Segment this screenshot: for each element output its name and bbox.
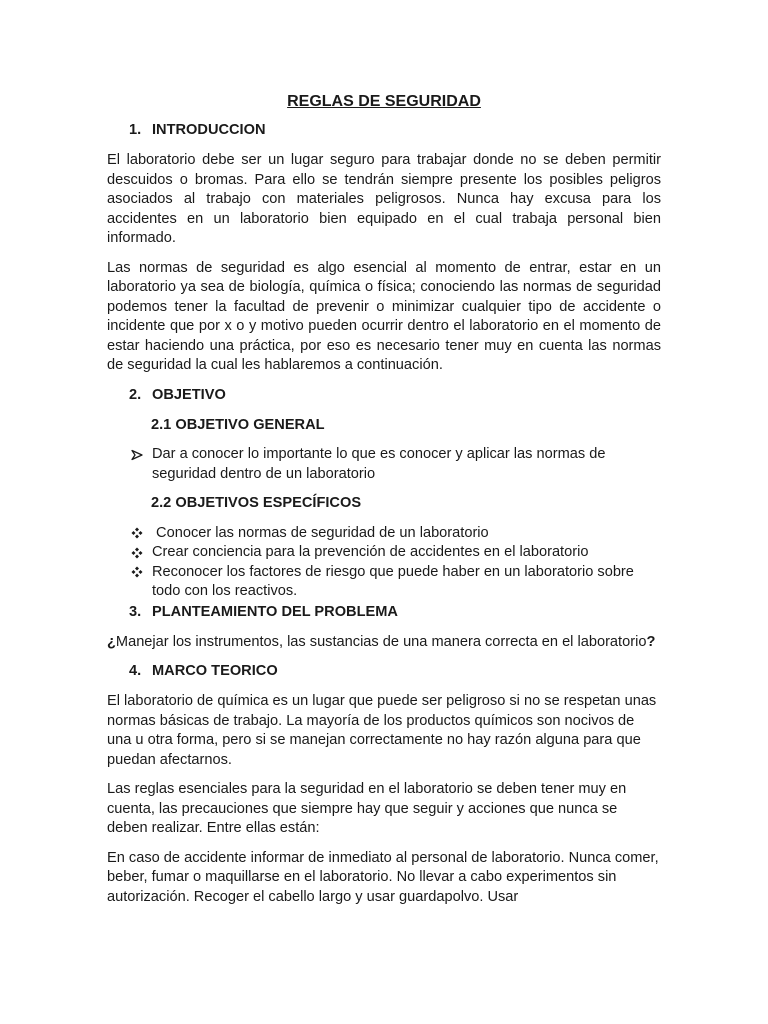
four-diamond-bullet-icon bbox=[129, 563, 145, 582]
four-diamond-bullet-icon bbox=[129, 543, 145, 562]
section-number: 1. bbox=[129, 122, 142, 138]
section-number: 4. bbox=[129, 663, 142, 679]
section-heading-objetivo bbox=[107, 386, 661, 406]
document-title: REGLAS DE SEGURIDAD bbox=[287, 93, 481, 110]
section-heading-introduccion bbox=[107, 121, 661, 141]
four-diamond-bullet-icon bbox=[129, 524, 145, 543]
document-page bbox=[107, 90, 661, 907]
section-heading-planteamiento bbox=[107, 603, 661, 623]
section-heading-text: INTRODUCCION bbox=[152, 122, 266, 138]
arrow-right-icon bbox=[129, 445, 145, 464]
intro-paragraph-2: Las normas de seguridad es algo esencial al momento de entrar, estar en un laboratorio ya sea de biología, química o física; conociendo las normas de seguridad podemos tener la facultad de prevenir o minimizar cualquier tipo de accidente o incidente que por x o y motivo pueden ocurrir dentro el laboratorio en el momento de estar haciendo una práctica, por eso es necesario tener muy en cuenta las normas de seguridad la cual les hablaremos a continuación. bbox=[107, 259, 661, 373]
list-item bbox=[107, 524, 661, 544]
marco-paragraph-3: En caso de accidente informar de inmediato al personal de laboratorio. Nunca comer, beber, fumar o maquillarse en el laboratorio. No llevar a cabo experimentos sin autorización. Recoger el cabello largo y usar guardapolvo. Usar bbox=[107, 849, 659, 905]
section-number: 3. bbox=[129, 603, 142, 620]
list-item bbox=[107, 563, 661, 602]
marco-paragraph-2: Las reglas esenciales para la seguridad en el laboratorio se deben tener muy en cuenta, las precauciones que siempre hay que seguir y acciones que nunca se deben realizar. Entre ellas están: bbox=[107, 781, 627, 836]
planteamiento-question bbox=[107, 633, 661, 653]
section-heading-text: PLANTEAMIENTO DEL PROBLEMA bbox=[152, 603, 398, 620]
list-item bbox=[107, 543, 661, 563]
subsection-heading-objetivos-especificos: 2.2 OBJETIVOS ESPECÍFICOS bbox=[151, 495, 362, 511]
section-heading-text: OBJETIVO bbox=[152, 386, 226, 403]
question-text: Manejar los instrumentos, las sustancias de una manera correcta en el laboratorio bbox=[115, 633, 647, 650]
list-item-text: Reconocer los factores de riesgo que puede haber en un laboratorio sobre todo con los reactivos. bbox=[152, 563, 634, 599]
question-mark-close: ? bbox=[646, 633, 656, 650]
question-mark-open: ¿ bbox=[107, 633, 116, 650]
section-heading-marco-teorico bbox=[107, 662, 661, 682]
list-item-text: Conocer las normas de seguridad de un laboratorio bbox=[152, 524, 489, 541]
subsection-heading-objetivo-general: 2.1 OBJETIVO GENERAL bbox=[151, 416, 325, 433]
intro-paragraph-1: El laboratorio debe ser un lugar seguro para trabajar donde no se deben permitir descuidos o bromas. Para ello se tendrán siempre presente los posibles peligros asociados al trabajo con materiales peligrosos. Nunca hay excusa para los accidentes en un laboratorio bien equipado en el cual trabaja personal bien informado. bbox=[107, 152, 661, 246]
section-heading-text: MARCO TEORICO bbox=[152, 663, 278, 679]
list-item-text: Dar a conocer lo importante lo que es conocer y aplicar las normas de seguridad dentro de un laboratorio bbox=[152, 446, 606, 482]
list-item-text: Crear conciencia para la prevención de accidentes en el laboratorio bbox=[152, 544, 589, 560]
list-item bbox=[107, 445, 661, 484]
marco-paragraph-1: El laboratorio de química es un lugar que puede ser peligroso si no se respetan unas normas básicas de trabajo. La mayoría de los productos químicos son nocivos de una u otra forma, pero si se manejan correctamente no hay razón alguna para que puedan afectarnos. bbox=[107, 693, 657, 768]
section-number: 2. bbox=[129, 386, 142, 403]
